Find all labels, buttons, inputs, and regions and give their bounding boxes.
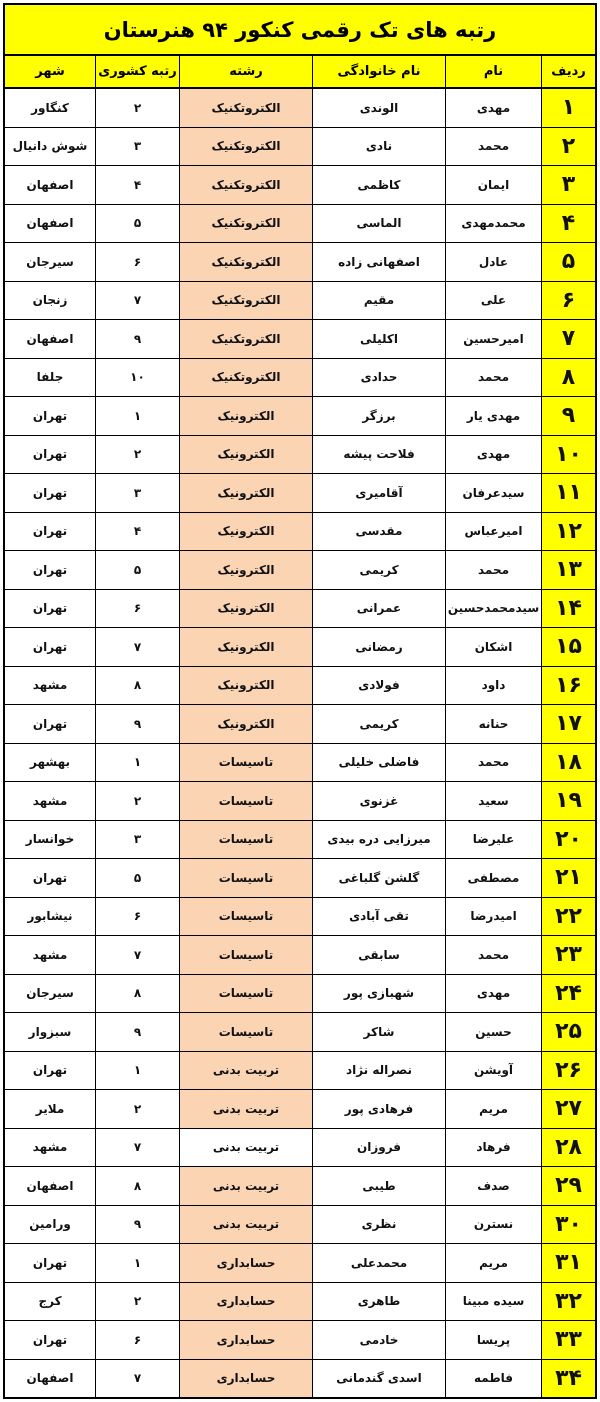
national-rank-cell: ۹ [95, 705, 179, 743]
row-index: ۳۰ [541, 1206, 595, 1244]
city-cell: زنجان [32, 293, 68, 308]
national-rank-cell: ۲ [95, 1283, 179, 1321]
field-cell: تربیت بدنی [179, 1129, 312, 1167]
city-cell: تهران [32, 485, 68, 500]
national-rank-cell: ۸ [95, 975, 179, 1013]
first-name-cell: مهدی یار [445, 397, 541, 435]
first-name-cell: سیده مبینا [445, 1283, 541, 1321]
header-name: نام [445, 56, 541, 87]
row-index: ۶ [541, 282, 595, 320]
field-cell: تاسیسات [179, 821, 312, 859]
row-index: ۵ [541, 243, 595, 281]
city-cell: ورامین [29, 1217, 71, 1232]
city-cell: تهران [32, 408, 68, 423]
family-name-cell: طیبی [312, 1167, 445, 1205]
row-index: ۹ [541, 397, 595, 435]
field-cell: الکترونیک [179, 590, 312, 628]
family-name-cell: تقی آبادی [312, 898, 445, 936]
national-rank-cell: ۶ [95, 1321, 179, 1359]
family-name-cell: فولادی [312, 667, 445, 705]
national-rank-cell: ۱ [95, 397, 179, 435]
table-row [5, 975, 595, 1014]
city-cell: اصفهان [26, 1178, 74, 1193]
table-row [5, 243, 595, 282]
city-cell: مشهد [32, 793, 68, 808]
national-rank-cell: ۳ [95, 128, 179, 166]
table-row [5, 1167, 595, 1206]
field-cell: الکتروتکنیک [179, 166, 312, 204]
table-row [5, 551, 595, 590]
family-name-cell: حدادی [312, 359, 445, 397]
table-row [5, 744, 595, 783]
family-name-cell: سابقی [312, 936, 445, 974]
field-cell: الکتروتکنیک [179, 320, 312, 358]
header-city: شهر [5, 56, 95, 87]
national-rank-cell: ۱۰ [95, 359, 179, 397]
row-index: ۱۳ [541, 551, 595, 589]
field-cell: تربیت بدنی [179, 1167, 312, 1205]
table-row [5, 320, 595, 359]
family-name-cell: طاهری [312, 1283, 445, 1321]
city-cell: تهران [32, 447, 68, 462]
row-index: ۲۴ [541, 975, 595, 1013]
field-cell: تاسیسات [179, 898, 312, 936]
national-rank-cell: ۱ [95, 1244, 179, 1282]
field-cell: الکترونیک [179, 513, 312, 551]
city-cell: اصفهان [26, 331, 74, 346]
field-cell: الکترونیک [179, 474, 312, 512]
family-name-cell: الوندی [312, 89, 445, 127]
family-name-cell: کریمی [312, 705, 445, 743]
national-rank-cell: ۱ [95, 744, 179, 782]
family-name-cell: نصراله نژاد [312, 1052, 445, 1090]
family-name-cell: اصفهانی زاده [312, 243, 445, 281]
table-row [5, 705, 595, 744]
city-cell: تهران [32, 601, 68, 616]
city-cell: تهران [32, 524, 68, 539]
table-body [5, 89, 595, 1397]
table-row [5, 628, 595, 667]
family-name-cell: گلشن گلباغی [312, 859, 445, 897]
city-cell: مشهد [32, 1140, 68, 1155]
family-name-cell: محمدعلی [312, 1244, 445, 1282]
city-cell: تهران [32, 716, 68, 731]
row-index: ۳۲ [541, 1283, 595, 1321]
first-name-cell: محمدمهدی [445, 205, 541, 243]
table-row [5, 1206, 595, 1245]
header-row [5, 56, 595, 89]
table-row [5, 1052, 595, 1091]
city-cell: جلفا [36, 370, 64, 385]
national-rank-cell: ۷ [95, 1129, 179, 1167]
family-name-cell: نظری [312, 1206, 445, 1244]
family-name-cell: مقدسی [312, 513, 445, 551]
table-row [5, 859, 595, 898]
field-cell: تربیت بدنی [179, 1206, 312, 1244]
first-name-cell: سیدعرفان [445, 474, 541, 512]
national-rank-cell: ۹ [95, 320, 179, 358]
table-row [5, 128, 595, 167]
national-rank-cell: ۹ [95, 1206, 179, 1244]
row-index: ۱۸ [541, 744, 595, 782]
table-row [5, 1244, 595, 1283]
first-name-cell: مصطفی [445, 859, 541, 897]
city-cell: اصفهان [26, 177, 74, 192]
first-name-cell: عادل [445, 243, 541, 281]
city-cell: خوانسار [25, 832, 75, 847]
national-rank-cell: ۷ [95, 282, 179, 320]
first-name-cell: فرهاد [445, 1129, 541, 1167]
row-index: ۱۲ [541, 513, 595, 551]
first-name-cell: داود [445, 667, 541, 705]
row-index: ۳ [541, 166, 595, 204]
table-row [5, 1013, 595, 1052]
national-rank-cell: ۳ [95, 821, 179, 859]
national-rank-cell: ۶ [95, 590, 179, 628]
table-row [5, 513, 595, 552]
national-rank-cell: ۴ [95, 513, 179, 551]
first-name-cell: محمد [445, 128, 541, 166]
header-rank: رتبه کشوری [95, 56, 179, 87]
first-name-cell: امیدرضا [445, 898, 541, 936]
row-index: ۱۷ [541, 705, 595, 743]
family-name-cell: الماسی [312, 205, 445, 243]
family-name-cell: فروزان [312, 1129, 445, 1167]
first-name-cell: فاطمه [445, 1360, 541, 1398]
family-name-cell: نادی [312, 128, 445, 166]
city-cell: تهران [32, 1255, 68, 1270]
field-cell: الکترونیک [179, 628, 312, 666]
row-index: ۲۸ [541, 1129, 595, 1167]
row-index: ۲۹ [541, 1167, 595, 1205]
header-field: رشته [179, 56, 312, 87]
field-cell: حسابداری [179, 1321, 312, 1359]
family-name-cell: خادمی [312, 1321, 445, 1359]
table-row [5, 1321, 595, 1360]
city-cell: کنگاور [31, 100, 69, 115]
national-rank-cell: ۲ [95, 782, 179, 820]
first-name-cell: محمد [445, 551, 541, 589]
row-index: ۱۰ [541, 436, 595, 474]
city-cell: اصفهان [26, 1371, 74, 1386]
city-cell: سبزوار [28, 1024, 72, 1039]
family-name-cell: شاکر [312, 1013, 445, 1051]
field-cell: الکتروتکنیک [179, 282, 312, 320]
first-name-cell: سیدمحمدحسین [445, 590, 541, 628]
city-cell: شوش دانیال [12, 139, 88, 154]
first-name-cell: مهدی [445, 975, 541, 1013]
city-cell: سیرجان [26, 986, 74, 1001]
national-rank-cell: ۲ [95, 1090, 179, 1128]
national-rank-cell: ۸ [95, 667, 179, 705]
row-index: ۷ [541, 320, 595, 358]
first-name-cell: امیرحسین [445, 320, 541, 358]
table-row [5, 782, 595, 821]
city-cell: اصفهان [26, 216, 74, 231]
row-index: ۲۶ [541, 1052, 595, 1090]
city-cell: مشهد [32, 947, 68, 962]
national-rank-cell: ۴ [95, 166, 179, 204]
family-name-cell: اکلیلی [312, 320, 445, 358]
row-index: ۱۴ [541, 590, 595, 628]
row-index: ۴ [541, 205, 595, 243]
family-name-cell: عمرانی [312, 590, 445, 628]
city-cell: کرج [38, 1294, 62, 1309]
family-name-cell: فاضلی خلیلی [312, 744, 445, 782]
field-cell: الکترونیک [179, 397, 312, 435]
field-cell: تاسیسات [179, 782, 312, 820]
city-cell: تهران [32, 870, 68, 885]
field-cell: تاسیسات [179, 1013, 312, 1051]
national-rank-cell: ۷ [95, 936, 179, 974]
family-name-cell: رمضانی [312, 628, 445, 666]
row-index: ۳۴ [541, 1360, 595, 1398]
city-cell: تهران [32, 562, 68, 577]
first-name-cell: علیرضا [445, 821, 541, 859]
city-cell: بهشهر [29, 755, 71, 770]
first-name-cell: اشکان [445, 628, 541, 666]
field-cell: حسابداری [179, 1244, 312, 1282]
field-cell: الکتروتکنیک [179, 243, 312, 281]
table-row [5, 936, 595, 975]
family-name-cell: برزگر [312, 397, 445, 435]
national-rank-cell: ۵ [95, 859, 179, 897]
city-cell: سیرجان [26, 254, 74, 269]
table-row [5, 667, 595, 706]
field-cell: حسابداری [179, 1283, 312, 1321]
first-name-cell: امیرعباس [445, 513, 541, 551]
first-name-cell: مهدی [445, 89, 541, 127]
first-name-cell: مریم [445, 1090, 541, 1128]
first-name-cell: سعید [445, 782, 541, 820]
row-index: ۱۱ [541, 474, 595, 512]
national-rank-cell: ۷ [95, 628, 179, 666]
city-cell: ملایر [35, 1101, 65, 1116]
row-index: ۸ [541, 359, 595, 397]
family-name-cell: اسدی گندمانی [312, 1360, 445, 1398]
national-rank-cell: ۲ [95, 436, 179, 474]
first-name-cell: حنانه [445, 705, 541, 743]
row-index: ۲۱ [541, 859, 595, 897]
family-name-cell: شهبازی پور [312, 975, 445, 1013]
row-index: ۱۵ [541, 628, 595, 666]
row-index: ۲۲ [541, 898, 595, 936]
first-name-cell: صدف [445, 1167, 541, 1205]
national-rank-cell: ۵ [95, 205, 179, 243]
row-index: ۳۳ [541, 1321, 595, 1359]
table-row [5, 1129, 595, 1168]
table-row [5, 1283, 595, 1322]
table-row [5, 1360, 595, 1398]
first-name-cell: علی [445, 282, 541, 320]
table-row [5, 474, 595, 513]
header-family: نام خانوادگی [312, 56, 445, 87]
table-row [5, 436, 595, 475]
row-index: ۲۵ [541, 1013, 595, 1051]
row-index: ۲۰ [541, 821, 595, 859]
field-cell: الکتروتکنیک [179, 89, 312, 127]
first-name-cell: محمد [445, 744, 541, 782]
table-row [5, 359, 595, 398]
family-name-cell: غزنوی [312, 782, 445, 820]
field-cell: الکترونیک [179, 705, 312, 743]
first-name-cell: مریم [445, 1244, 541, 1282]
row-index: ۱ [541, 89, 595, 127]
row-index: ۱۶ [541, 667, 595, 705]
family-name-cell: فلاحت پیشه [312, 436, 445, 474]
first-name-cell: نسترن [445, 1206, 541, 1244]
table-row [5, 898, 595, 937]
national-rank-cell: ۲ [95, 89, 179, 127]
field-cell: تاسیسات [179, 975, 312, 1013]
field-cell: تاسیسات [179, 859, 312, 897]
city-cell: تهران [32, 639, 68, 654]
table-row [5, 590, 595, 629]
national-rank-cell: ۶ [95, 243, 179, 281]
national-rank-cell: ۷ [95, 1360, 179, 1398]
field-cell: الکتروتکنیک [179, 359, 312, 397]
first-name-cell: ایمان [445, 166, 541, 204]
table-row [5, 1090, 595, 1129]
field-cell: حسابداری [179, 1360, 312, 1398]
first-name-cell: مهدی [445, 436, 541, 474]
first-name-cell: حسین [445, 1013, 541, 1051]
national-rank-cell: ۵ [95, 551, 179, 589]
row-index: ۱۹ [541, 782, 595, 820]
field-cell: تربیت بدنی [179, 1090, 312, 1128]
city-cell: تهران [32, 1063, 68, 1078]
field-cell: الکترونیک [179, 436, 312, 474]
city-cell: تهران [32, 1332, 68, 1347]
field-cell: تاسیسات [179, 936, 312, 974]
field-cell: تاسیسات [179, 744, 312, 782]
first-name-cell: پریسا [445, 1321, 541, 1359]
field-cell: الکترونیک [179, 551, 312, 589]
national-rank-cell: ۱ [95, 1052, 179, 1090]
family-name-cell: کاظمی [312, 166, 445, 204]
row-index: ۲۷ [541, 1090, 595, 1128]
row-index: ۲۳ [541, 936, 595, 974]
table-row [5, 821, 595, 860]
family-name-cell: آقامیری [312, 474, 445, 512]
table-row [5, 282, 595, 321]
national-rank-cell: ۶ [95, 898, 179, 936]
table-title: رتبه های تک رقمی کنکور ۹۴ هنرستان [5, 5, 595, 56]
family-name-cell: کریمی [312, 551, 445, 589]
table-row [5, 89, 595, 128]
header-index: ردیف [541, 56, 595, 87]
city-cell: مشهد [32, 678, 68, 693]
field-cell: الکتروتکنیک [179, 205, 312, 243]
first-name-cell: آویشن [445, 1052, 541, 1090]
table-row [5, 205, 595, 244]
first-name-cell: محمد [445, 359, 541, 397]
row-index: ۲ [541, 128, 595, 166]
row-index: ۳۱ [541, 1244, 595, 1282]
table-row [5, 166, 595, 205]
city-cell: نیشابور [27, 909, 73, 924]
ranking-table [3, 3, 597, 1399]
first-name-cell: محمد [445, 936, 541, 974]
family-name-cell: مقیم [312, 282, 445, 320]
national-rank-cell: ۸ [95, 1167, 179, 1205]
national-rank-cell: ۹ [95, 1013, 179, 1051]
field-cell: الکترونیک [179, 667, 312, 705]
national-rank-cell: ۳ [95, 474, 179, 512]
family-name-cell: میرزایی دره بیدی [312, 821, 445, 859]
table-row [5, 397, 595, 436]
field-cell: الکتروتکنیک [179, 128, 312, 166]
family-name-cell: فرهادی پور [312, 1090, 445, 1128]
field-cell: تربیت بدنی [179, 1052, 312, 1090]
